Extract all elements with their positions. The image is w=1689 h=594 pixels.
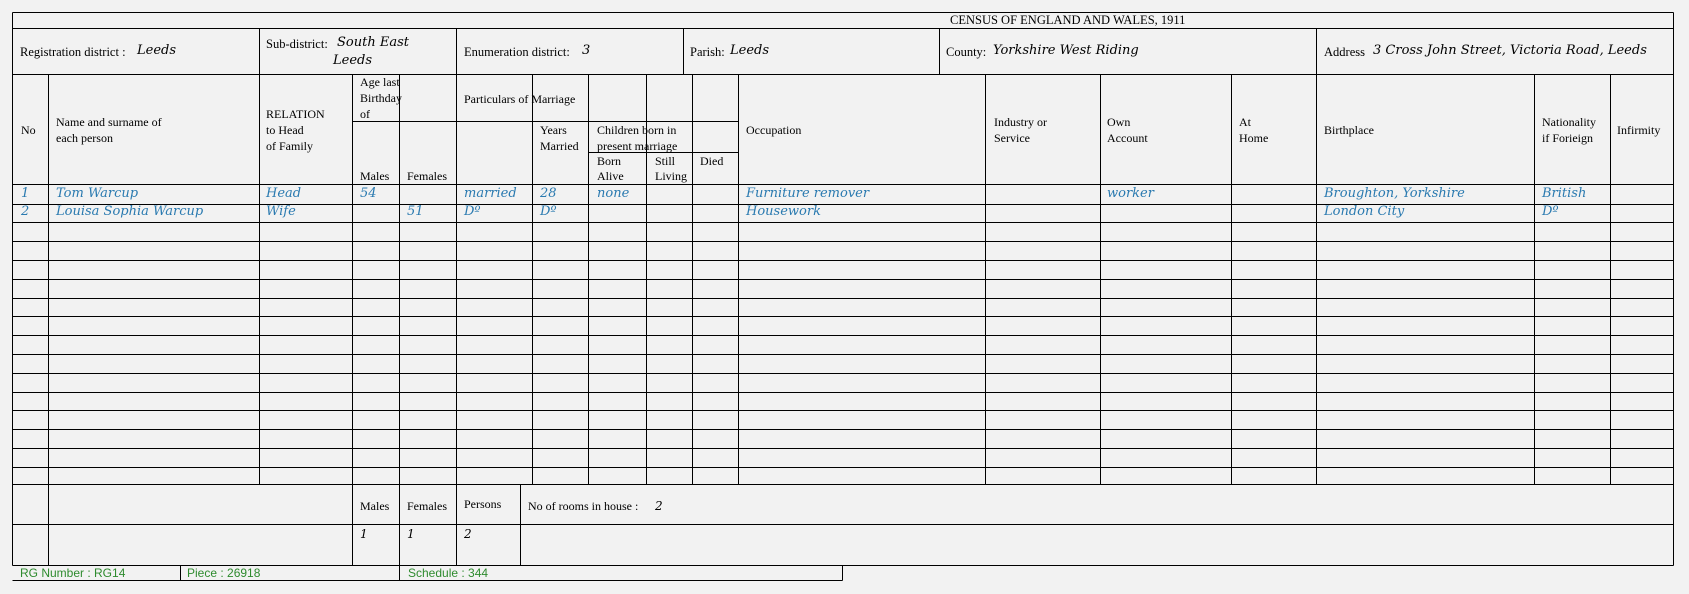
summary-males-label: Males (360, 499, 390, 513)
schedule-number: Schedule : 344 (408, 566, 489, 580)
col-marriage-header: Particulars of Marriage (464, 92, 576, 106)
col-infirmity-header: Infirmity (1617, 123, 1661, 137)
parish-value: Leeds (730, 43, 770, 58)
col-at-home-header-line2: Home (1239, 131, 1269, 145)
row-1-own-account: worker (1107, 186, 1154, 201)
address-label: Address (1324, 45, 1365, 59)
rooms-value: 2 (655, 499, 663, 513)
row-2-marriage: Dº (464, 204, 481, 219)
row-2-relation: Wife (266, 204, 296, 219)
col-own-account-header-line1: Own (1107, 115, 1131, 129)
col-relation-header-line1: RELATION (266, 107, 325, 121)
col-industry-header-line2: Service (994, 131, 1030, 145)
registration-district-value: Leeds (137, 43, 177, 58)
registration-district-label: Registration district : (20, 45, 126, 59)
row-1-no: 1 (21, 186, 30, 201)
col-name-header-line2: each person (56, 131, 113, 145)
col-females-header: Females (407, 169, 447, 183)
row-2-occupation: Housework (746, 204, 821, 219)
col-relation-header-line2: to Head (266, 123, 304, 137)
col-children-header-line2: present marriage (597, 139, 678, 153)
row-1-occupation: Furniture remover (746, 186, 870, 201)
rg-number: RG Number : RG14 (20, 566, 126, 580)
address-value: 3 Cross John Street, Victoria Road, Leeds (1373, 43, 1647, 58)
row-2-name: Louisa Sophia Warcup (56, 204, 204, 219)
col-birthplace-header: Birthplace (1324, 123, 1374, 137)
col-at-home-header-line1: At (1239, 115, 1251, 129)
col-industry-header-line1: Industry or (994, 115, 1047, 129)
row-1-nationality: British (1542, 186, 1587, 201)
summary-females-label: Females (407, 499, 447, 513)
col-name-header-line1: Name and surname of (56, 115, 162, 129)
summary-persons-label: Persons (464, 497, 502, 511)
col-born-alive-header-line2: Alive (597, 169, 624, 183)
row-2-nationality: Dº (1542, 204, 1559, 219)
col-age-header-line2: Birthday (360, 91, 402, 105)
row-2-years: Dº (540, 204, 557, 219)
col-age-header-line1: Age last (360, 75, 400, 89)
col-occupation-header: Occupation (746, 123, 802, 137)
col-years-header-line1: Years (540, 123, 567, 137)
row-1-birthplace: Broughton, Yorkshire (1324, 186, 1465, 201)
col-born-alive-header-line1: Born (597, 154, 621, 168)
col-no-header: No (21, 123, 36, 137)
col-males-header: Males (360, 169, 390, 183)
county-label: County: (946, 45, 987, 59)
parish-label: Parish: (690, 45, 725, 59)
row-1-born-alive: none (597, 186, 630, 201)
row-1-name: Tom Warcup (56, 186, 139, 201)
summary-persons-value: 2 (464, 527, 472, 541)
rooms-label: No of rooms in house : (528, 499, 639, 513)
col-relation-header-line3: of Family (266, 139, 313, 153)
summary-males-value: 1 (360, 527, 368, 541)
row-2-birthplace: London City (1324, 204, 1405, 219)
row-2-females: 51 (407, 204, 424, 219)
row-2-no: 2 (21, 204, 30, 219)
col-nationality-header-line1: Nationality (1542, 115, 1596, 129)
col-still-living-header-line1: Still (655, 154, 676, 168)
col-years-header-line2: Married (540, 139, 579, 153)
summary-females-value: 1 (407, 527, 415, 541)
sub-district-value-line1: South East (337, 35, 409, 50)
row-1-relation: Head (266, 186, 302, 201)
form-title: CENSUS OF ENGLAND AND WALES, 1911 (950, 13, 1186, 27)
sub-district-value-line2: Leeds (333, 53, 373, 68)
enumeration-district-label: Enumeration district: (464, 45, 570, 59)
sub-district-label: Sub-district: (266, 37, 328, 51)
col-own-account-header-line2: Account (1107, 131, 1148, 145)
col-nationality-header-line2: if Forieign (1542, 131, 1593, 145)
county-value: Yorkshire West Riding (993, 43, 1139, 58)
row-1-males: 54 (360, 186, 377, 201)
row-1-marriage: married (464, 186, 517, 201)
enumeration-district-value: 3 (582, 43, 591, 58)
col-died-header: Died (700, 154, 724, 168)
col-still-living-header-line2: Living (655, 169, 687, 183)
row-1-years: 28 (540, 186, 557, 201)
piece-number: Piece : 26918 (187, 566, 261, 580)
col-age-header-line3: of (360, 107, 370, 121)
col-children-header-line1: Children born in (597, 123, 677, 137)
